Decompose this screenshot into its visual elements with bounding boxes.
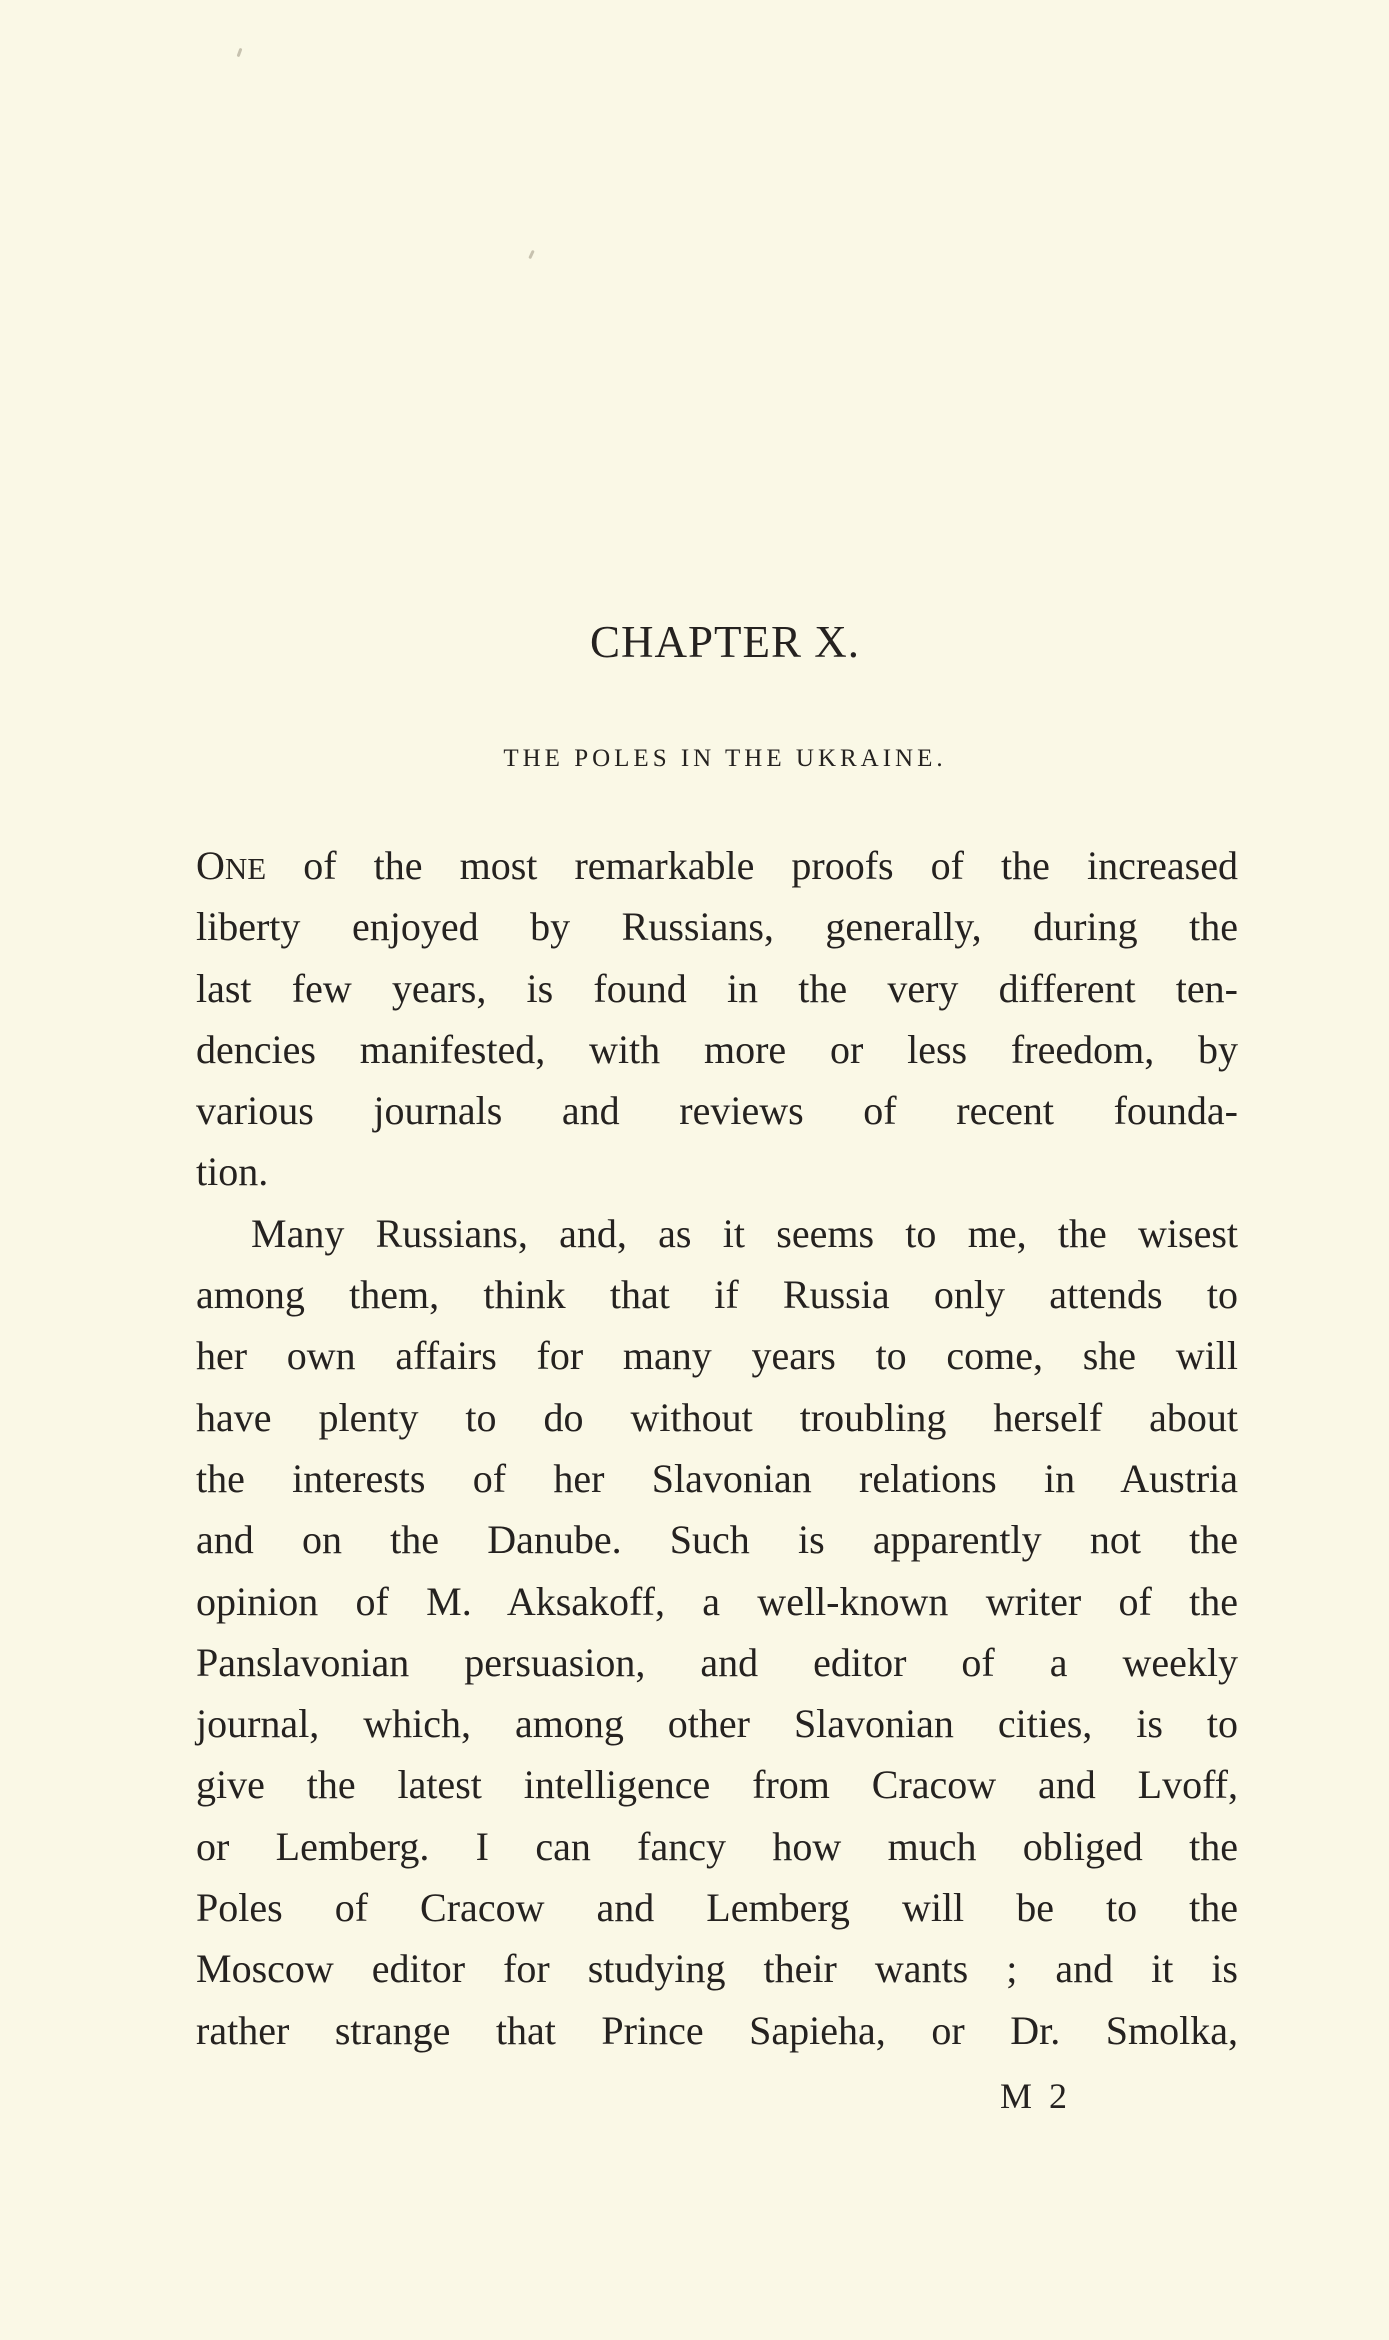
chapter-subtitle: THE POLES IN THE UKRAINE. (503, 745, 947, 772)
text-line: opinion of M. Aksakoff, a well-known writer of the (196, 1578, 1238, 1624)
chapter-title: CHAPTER X. (589, 617, 861, 667)
text-line: various journals and reviews of recent founda- (196, 1088, 1238, 1134)
text-line: among them, think that if Russia only attends to (196, 1272, 1238, 1318)
text-line: or Lemberg. I can fancy how much obliged the (196, 1823, 1238, 1869)
text-line: and on the Danube. Such is apparently not the (196, 1517, 1238, 1563)
text-line: give the latest intelligence from Cracow and Lvoff, (196, 1762, 1238, 1808)
text-line: have plenty to do without troubling herself about (196, 1394, 1238, 1440)
text-line: Poles of Cracow and Lemberg will be to the (196, 1885, 1238, 1931)
text-line: dencies manifested, with more or less freedom, by (196, 1026, 1238, 1072)
text-line: tion. (196, 1149, 269, 1195)
ink-speck (528, 250, 535, 259)
line-remainder: of the most remarkable proofs of the increased (266, 843, 1238, 888)
text-line: rather strange that Prince Sapieha, or Dr. Smolka, (196, 2007, 1238, 2053)
text-line: the interests of her Slavonian relations in Austria (196, 1455, 1238, 1501)
page-signature: M 2 (1000, 2076, 1072, 2116)
text-line: Panslavonian persuasion, and editor of a weekly (196, 1639, 1238, 1685)
body-text (196, 835, 1238, 2061)
text-line: her own affairs for many years to come, she will (196, 1333, 1238, 1379)
text-line: Moscow editor for studying their wants ; and it is (196, 1946, 1238, 1992)
text-line: journal, which, among other Slavonian cities, is to (196, 1701, 1238, 1747)
text-line: last few years, is found in the very different ten- (196, 965, 1238, 1011)
text-line (196, 835, 1238, 896)
ink-speck (237, 48, 243, 57)
text-line: Many Russians, and, as it seems to me, the wisest (251, 1210, 1238, 1256)
small-caps-opening: ONE (196, 843, 267, 888)
text-line: liberty enjoyed by Russians, generally, during the (196, 904, 1238, 950)
